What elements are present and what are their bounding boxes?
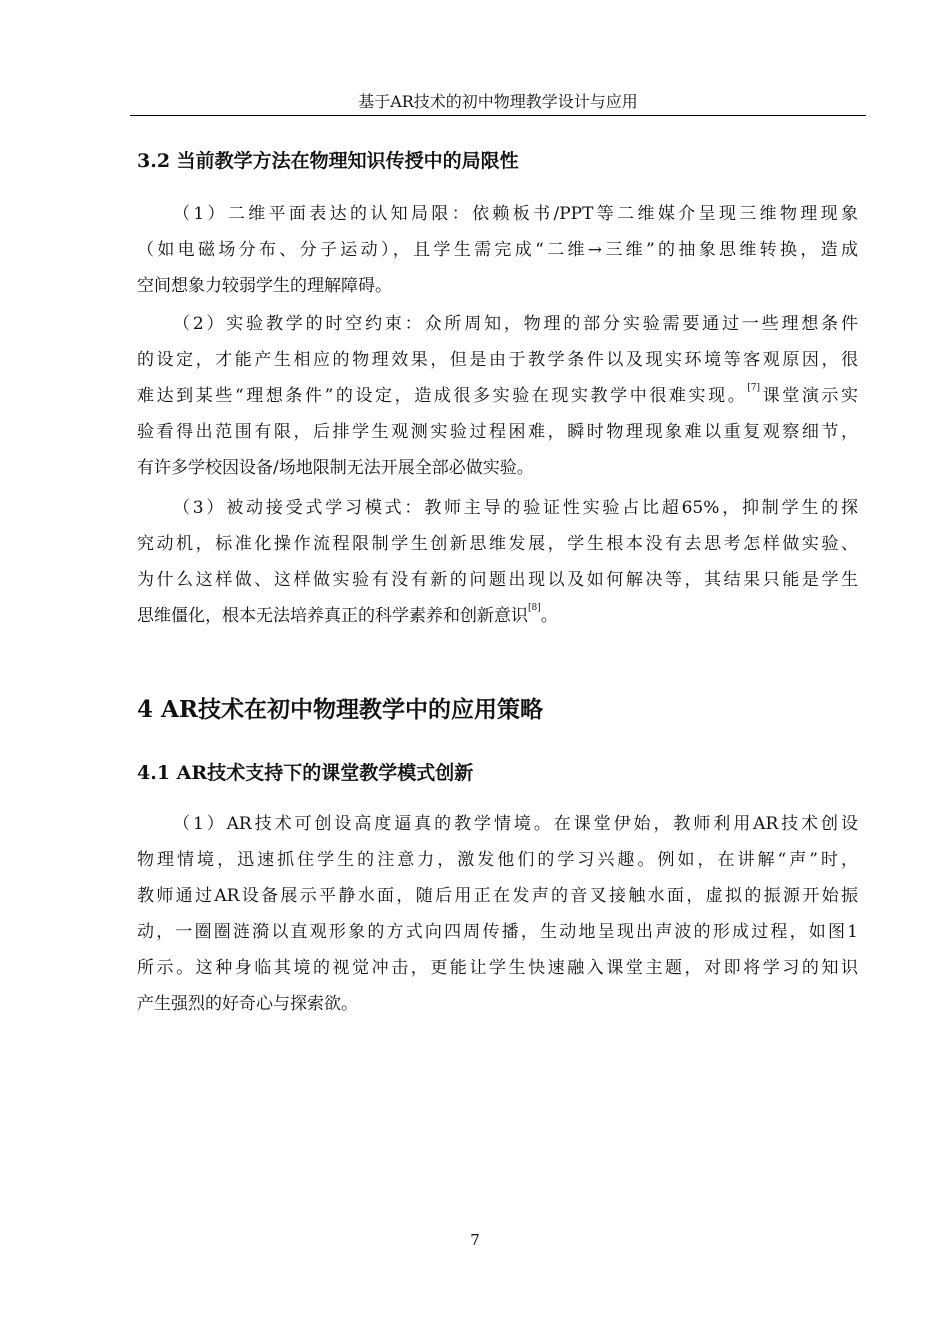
header-rule (130, 115, 866, 116)
text-line (137, 378, 858, 414)
text-line (137, 598, 858, 634)
text-line: 所示。这种身临其境的视觉冲击，更能让学生快速融入课堂主题，对即将学习的知识 (137, 958, 858, 978)
paragraph-3 (137, 490, 858, 634)
section-heading-3-2: 3.2 当前教学方法在物理知识传授中的局限性 (137, 150, 519, 172)
text-line: （如电磁场分布、分子运动），且学生需完成“二维→三维”的抽象思维转换，造成 (137, 240, 858, 260)
text-line: 为什么这样做、这样做实验有没有新的问题出现以及如何解决等，其结果只能是学生 (137, 570, 858, 590)
text-line: 的设定，才能产生相应的物理效果，但是由于教学条件以及现实环境等客观原因，很 (137, 350, 858, 370)
page-number: 7 (470, 1231, 480, 1249)
text-line: 教师通过AR设备展示平静水面，随后用正在发声的音叉接触水面，虚拟的振源开始振 (137, 886, 858, 906)
text-line: （1）AR技术可创设高度逼真的教学情境。在课堂伊始，教师利用AR技术创设 (173, 814, 858, 834)
text-line: 物理情境，迅速抓住学生的注意力，激发他们的学习兴趣。例如，在讲解“声”时， (137, 850, 858, 870)
text-span: 课堂演示实 (760, 386, 859, 406)
text-line: 空间想象力较弱学生的理解障碍。 (137, 276, 392, 296)
text-line: （3）被动接受式学习模式：教师主导的验证性实验占比超65%，抑制学生的探 (173, 498, 858, 518)
text-line: （2）实验教学的时空约束：众所周知，物理的部分实验需要通过一些理想条件 (173, 314, 858, 334)
text-line: 有许多学校因设备/场地限制无法开展全部必做实验。 (137, 458, 534, 478)
running-header: 基于AR技术的初中物理教学设计与应用 (358, 92, 638, 111)
section-heading-4-1: 4.1 AR技术支持下的课堂教学模式创新 (137, 762, 474, 784)
text-span: 难达到某些“理想条件”的设定，造成很多实验在现实教学中很难实现。 (137, 386, 748, 406)
section-heading-4: 4 AR技术在初中物理教学中的应用策略 (137, 696, 543, 723)
text-line: 产生强烈的好奇心与探索欲。 (137, 994, 358, 1014)
paragraph-2 (137, 306, 858, 486)
text-line: 验看得出范围有限，后排学生观测实验过程困难，瞬时物理现象难以重复观察细节， (137, 422, 858, 442)
text-span: 思维僵化，根本无法培养真正的科学素养和创新意识 (137, 606, 528, 626)
citation-ref[interactable]: [8] (528, 603, 541, 613)
text-line: 动，一圈圈涟漪以直观形象的方式向四周传播，生动地呈现出声波的形成过程，如图1 (137, 922, 858, 942)
text-line: （1）二维平面表达的认知局限：依赖板书/PPT等二维媒介呈现三维物理现象 (173, 204, 858, 224)
text-line: 究动机，标准化操作流程限制学生创新思维发展，学生根本没有去思考怎样做实验、 (137, 534, 858, 554)
text-span: 。 (540, 606, 558, 626)
paragraph-1 (137, 196, 858, 304)
paragraph-4 (137, 806, 858, 1022)
citation-ref[interactable]: [7] (747, 383, 761, 393)
